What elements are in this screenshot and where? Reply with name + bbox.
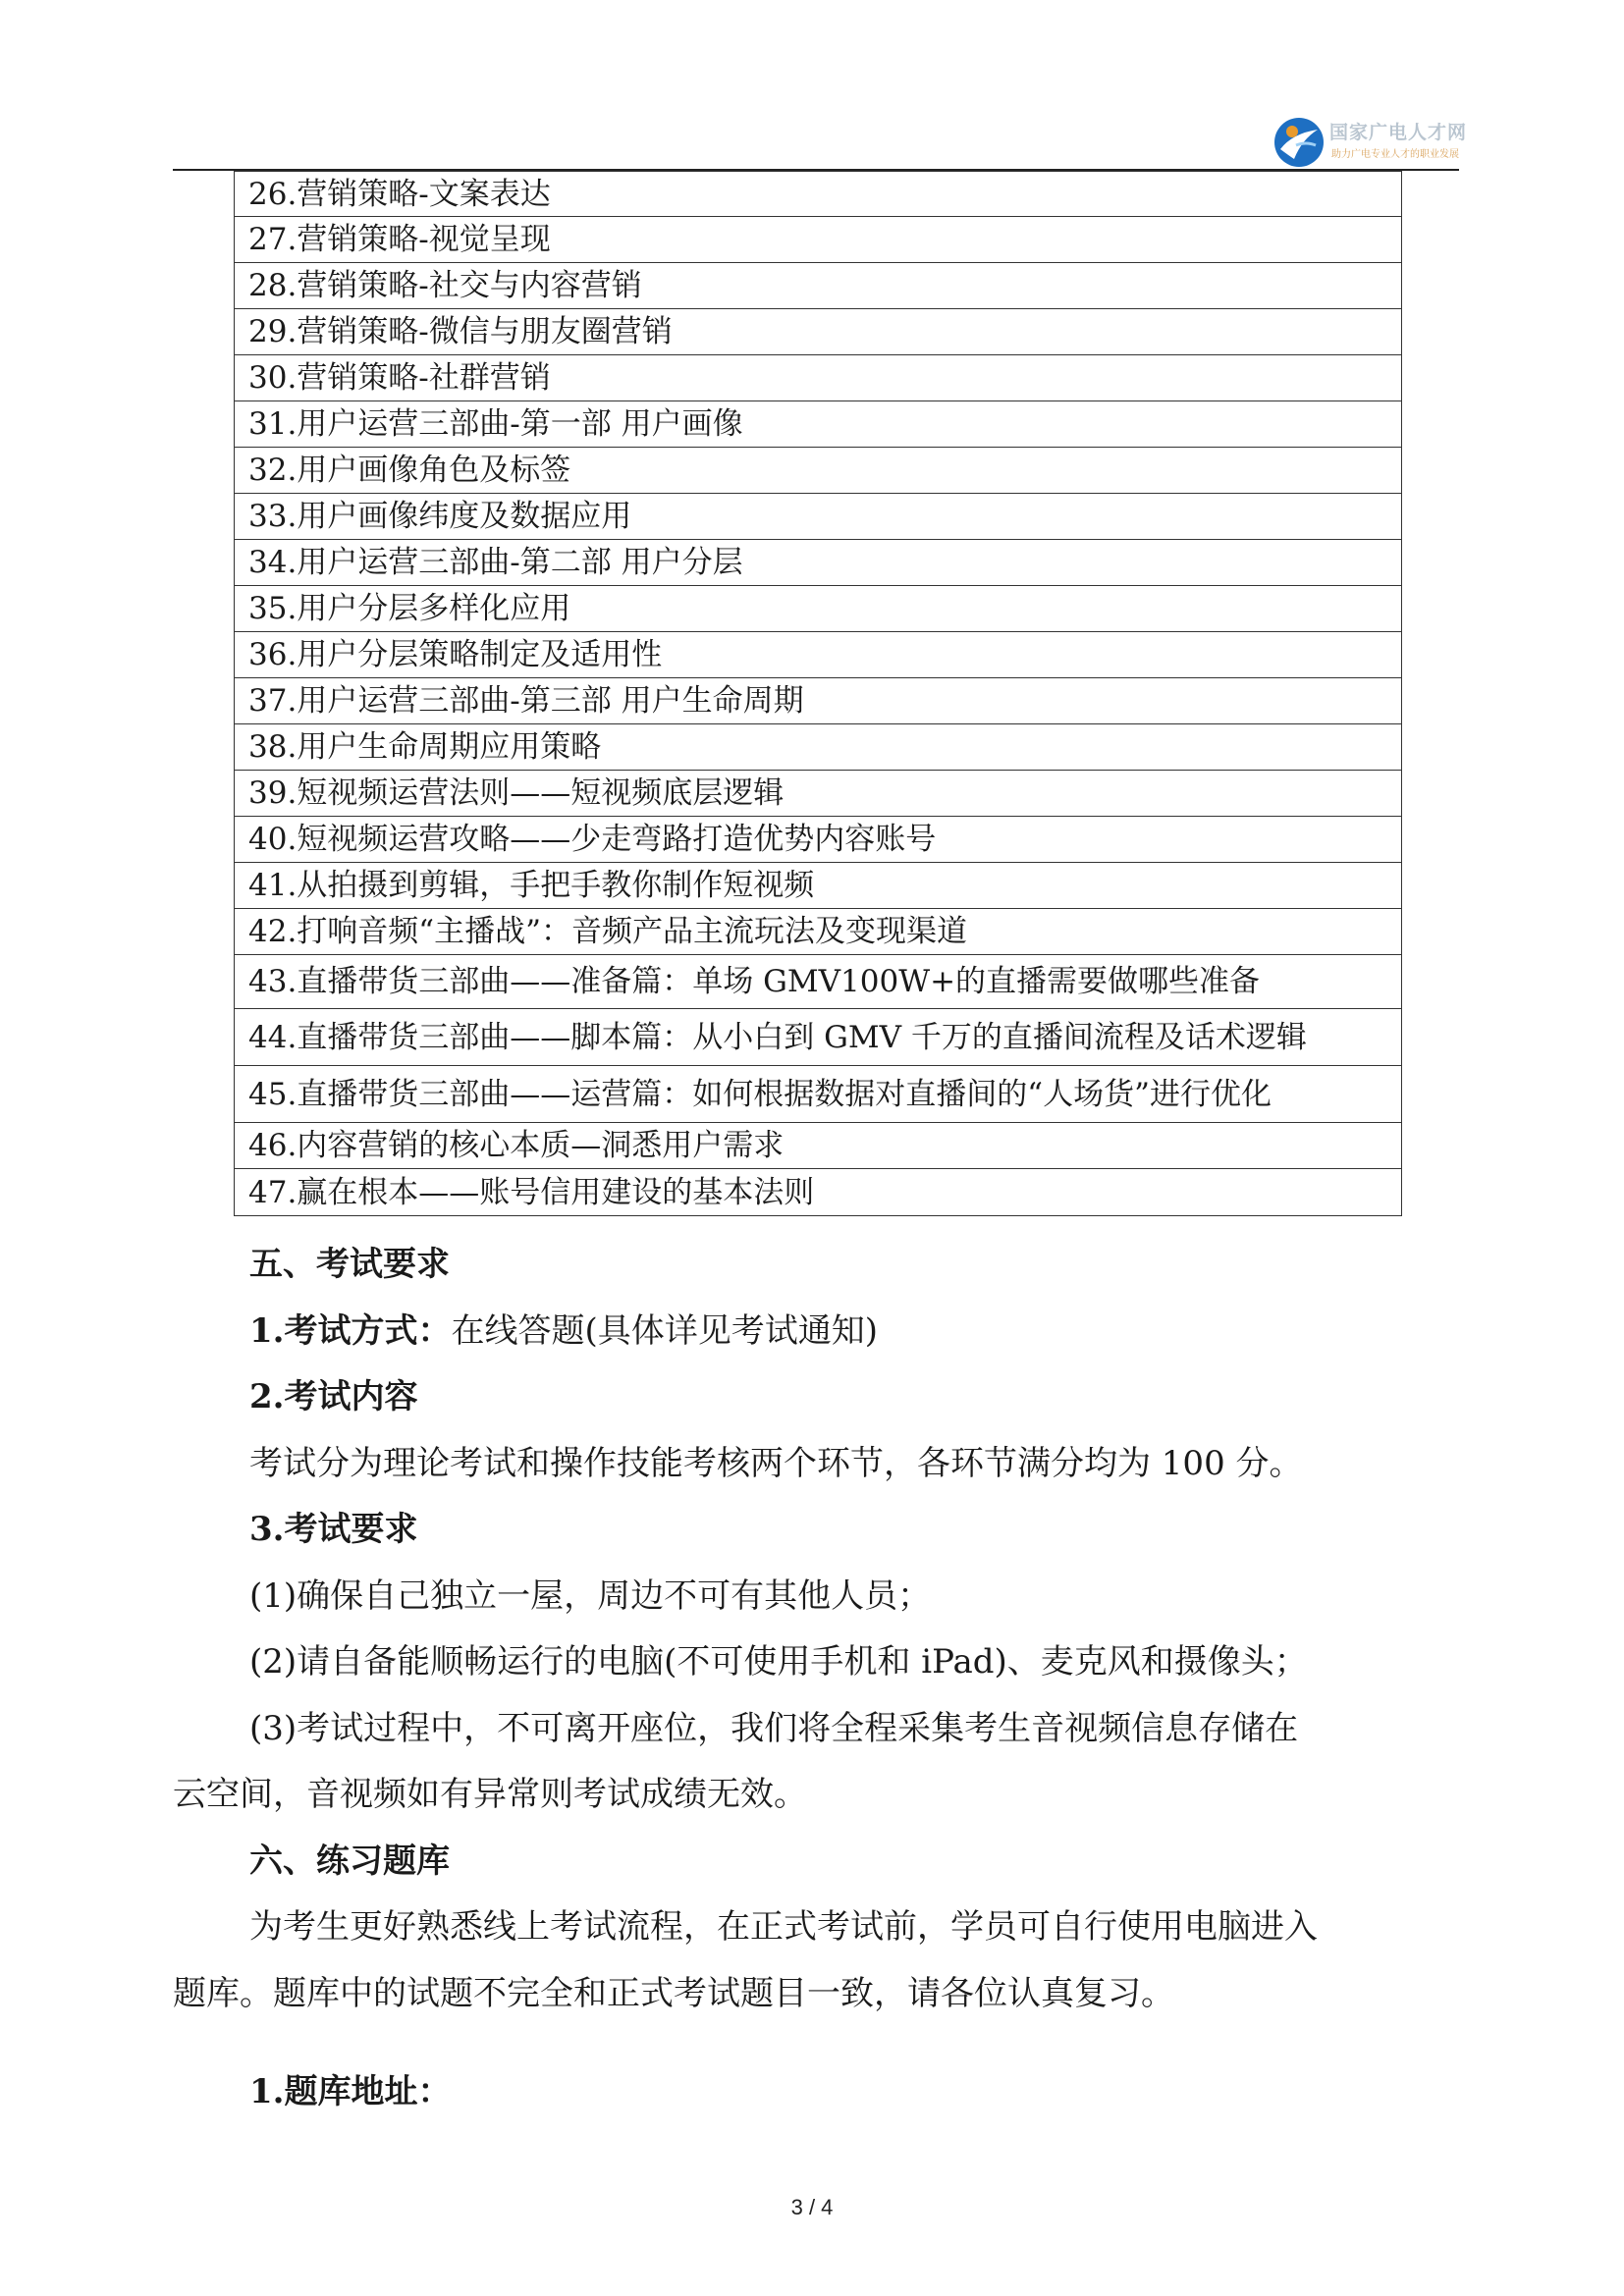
table-row: 40.短视频运营攻略——少走弯路打造优势内容账号	[235, 817, 1402, 863]
practice-para-line1: 为考生更好熟悉线上考试流程，在正式考试前，学员可自行使用电脑进入	[249, 1907, 1318, 1947]
exam-content-text: 考试分为理论考试和操作技能考核两个环节，各环节满分均为 100 分。	[249, 1444, 1303, 1483]
practice-address-label: 1.题库地址：	[249, 2072, 452, 2111]
exam-req-3-line2: 云空间，音视频如有异常则考试成绩无效。	[173, 1775, 807, 1814]
exam-req-3-line1: (3)考试过程中，不可离开座位，我们将全程采集考生音视频信息存储在	[249, 1709, 1299, 1748]
table-row: 28.营销策略-社交与内容营销	[235, 263, 1402, 309]
table-row: 42.打响音频“主播战”：音频产品主流玩法及变现渠道	[235, 909, 1402, 955]
practice-heading: 六、练习题库	[249, 1842, 450, 1881]
table-row: 45.直播带货三部曲——运营篇：如何根据数据对直播间的“人场货”进行优化	[235, 1066, 1402, 1123]
course-table	[234, 171, 1402, 1216]
table-row: 31.用户运营三部曲-第一部 用户画像	[235, 401, 1402, 448]
exam-req-2: (2)请自备能顺畅运行的电脑(不可使用手机和 iPad)、麦克风和摄像头；	[249, 1642, 1308, 1682]
logo-title: 国家广电人才网	[1329, 122, 1468, 143]
exam-method	[249, 1311, 878, 1351]
table-row: 29.营销策略-微信与朋友圈营销	[235, 309, 1402, 355]
exam-content-label: 2.考试内容	[249, 1377, 418, 1416]
table-row: 38.用户生命周期应用策略	[235, 724, 1402, 771]
table-row: 41.从拍摄到剪辑，手把手教你制作短视频	[235, 863, 1402, 909]
exam-heading: 五、考试要求	[249, 1245, 450, 1284]
table-row: 39.短视频运营法则——短视频底层逻辑	[235, 771, 1402, 817]
table-row: 33.用户画像纬度及数据应用	[235, 494, 1402, 540]
table-row: 43.直播带货三部曲——准备篇：单场 GMV100W+的直播需要做哪些准备	[235, 955, 1402, 1009]
page-number: 3 / 4	[790, 2195, 834, 2219]
logo-subtitle: 助力广电专业人才的职业发展	[1331, 149, 1459, 160]
table-row: 30.营销策略-社群营销	[235, 355, 1402, 401]
exam-method-text: 在线答题(具体详见考试通知)	[451, 1311, 879, 1351]
table-row: 44.直播带货三部曲——脚本篇：从小白到 GMV 千万的直播间流程及话术逻辑	[235, 1009, 1402, 1066]
practice-para-line2: 题库。题库中的试题不完全和正式考试题目一致，请各位认真复习。	[173, 1974, 1174, 2013]
table-row: 35.用户分层多样化应用	[235, 586, 1402, 632]
exam-req-label: 3.考试要求	[249, 1510, 418, 1549]
header-logo	[1272, 110, 1479, 171]
table-row: 47.赢在根本——账号信用建设的基本法则	[235, 1169, 1402, 1216]
exam-req-1: (1)确保自己独立一屋，周边不可有其他人员；	[249, 1576, 932, 1616]
table-row: 37.用户运营三部曲-第三部 用户生命周期	[235, 678, 1402, 724]
table-row: 26.营销策略-文案表达	[235, 172, 1402, 217]
exam-method-label: 1.考试方式：	[249, 1311, 452, 1351]
table-row: 32.用户画像角色及标签	[235, 448, 1402, 494]
table-row: 46.内容营销的核心本质—洞悉用户需求	[235, 1123, 1402, 1169]
table-row: 34.用户运营三部曲-第二部 用户分层	[235, 540, 1402, 586]
table-row: 27.营销策略-视觉呈现	[235, 217, 1402, 263]
table-row: 36.用户分层策略制定及适用性	[235, 632, 1402, 678]
logo-mark-icon	[1272, 116, 1326, 169]
